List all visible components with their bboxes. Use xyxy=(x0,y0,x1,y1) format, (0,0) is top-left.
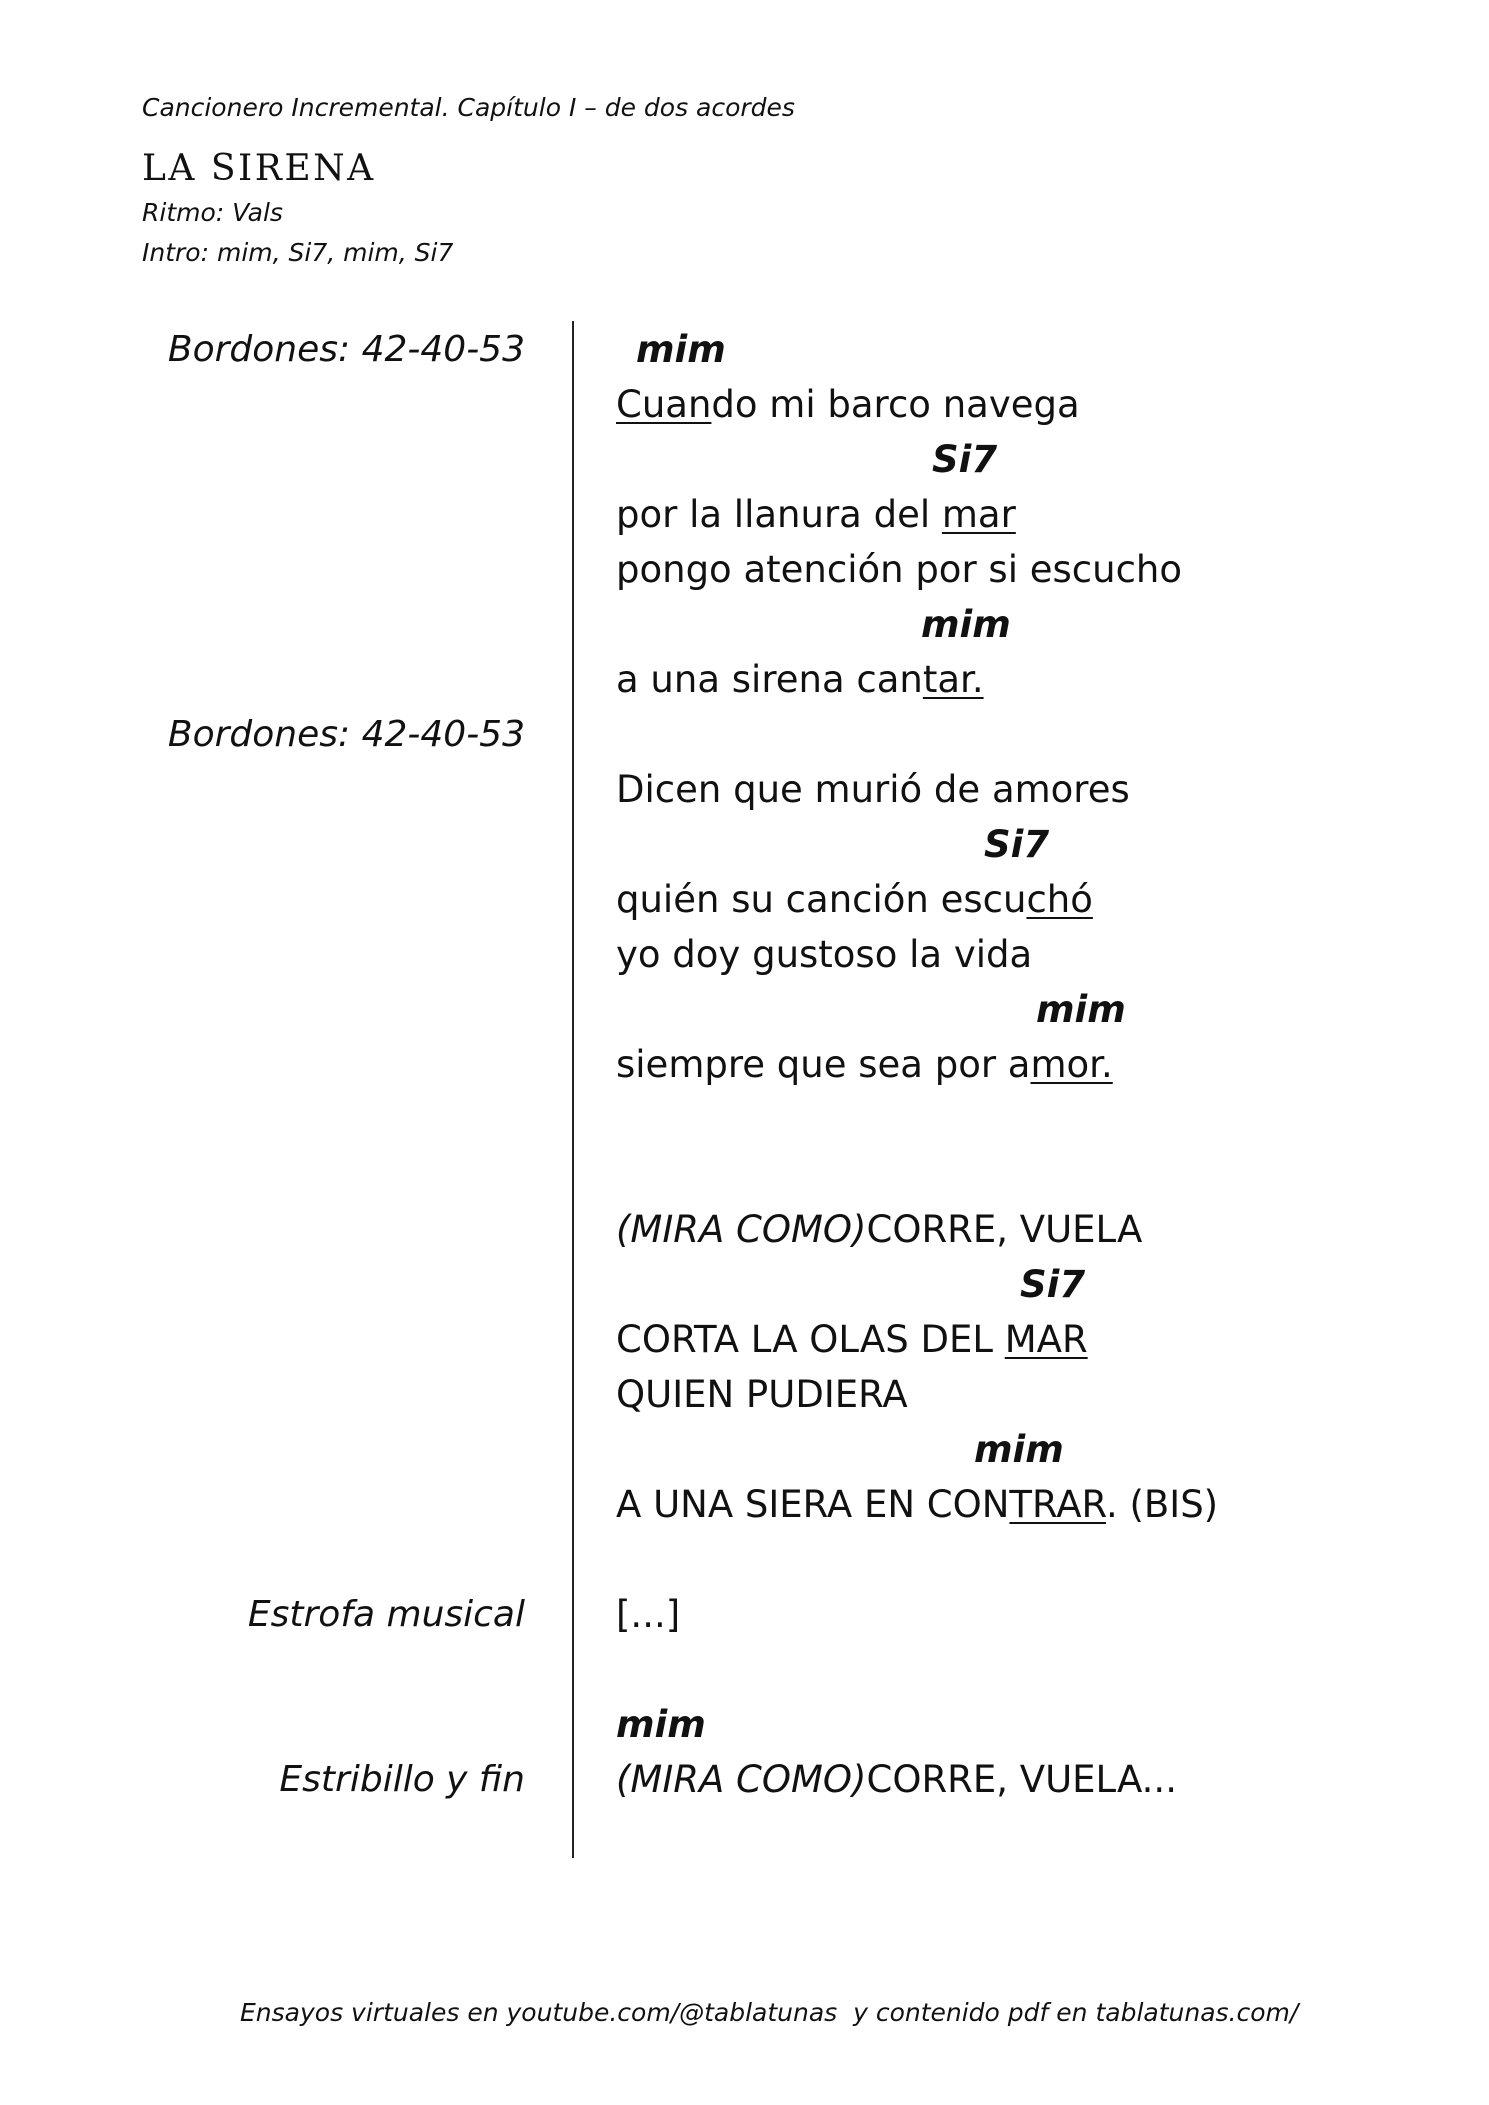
lyric-line xyxy=(616,1312,1476,1367)
interlude-placeholder: [...] xyxy=(616,1593,681,1636)
column-divider xyxy=(572,321,574,1858)
spacer xyxy=(616,1532,1476,1587)
bordones-note: Bordones: 42-40-53 xyxy=(167,714,525,755)
bordones-note: Bordones: 42-40-53 xyxy=(167,329,525,370)
chord-symbol: mim xyxy=(616,1703,706,1746)
spacer xyxy=(616,1092,1476,1147)
lyric-line xyxy=(616,1477,1476,1532)
lyrics-column xyxy=(616,322,1476,1807)
lyric-line xyxy=(616,872,1476,927)
rhythm-info: Ritmo: Vals xyxy=(142,198,283,227)
chorus-and-end-note: Estribillo y fin xyxy=(279,1759,525,1800)
lyric-line: Dicen que murió de amores xyxy=(616,768,1130,811)
chord-symbol: mim xyxy=(921,603,1011,646)
lyric-text: do mi barco navega xyxy=(711,383,1080,426)
lyric-text: CORRE, VUELA xyxy=(866,1208,1143,1251)
book-title: Cancionero Incremental. Capítulo I – de dos acordes xyxy=(142,93,795,122)
lyric-text: a una sirena can xyxy=(616,658,923,701)
lyric-line xyxy=(616,377,1476,432)
spacer xyxy=(616,1642,1476,1697)
lyric-text: . (BIS) xyxy=(1105,1483,1219,1526)
song-title: LA SIRENA xyxy=(142,148,376,189)
lyric-text: A UNA SIERA EN CON xyxy=(616,1483,1010,1526)
intro-chords: Intro: mim, Si7, mim, Si7 xyxy=(142,238,454,267)
lyric-line: QUIEN PUDIERA xyxy=(616,1373,908,1416)
spoken-cue: (MIRA COMO) xyxy=(616,1208,867,1251)
lyric-text: CORTA LA OLAS DEL xyxy=(616,1318,1005,1361)
spacer xyxy=(616,707,1476,762)
lyric-line xyxy=(616,487,1476,542)
spoken-cue: (MIRA COMO) xyxy=(616,1758,867,1801)
chorus xyxy=(616,1202,1476,1532)
chord-symbol: Si7 xyxy=(1020,1263,1086,1306)
lyric-line xyxy=(616,1037,1476,1092)
stressed-syllable: mar xyxy=(941,493,1016,536)
ending xyxy=(616,1697,1476,1807)
lyric-text: CORRE, VUELA... xyxy=(866,1758,1177,1801)
stressed-syllable: mor. xyxy=(1030,1043,1113,1086)
chord-symbol: Si7 xyxy=(984,823,1050,866)
lyric-line: pongo atención por si escucho xyxy=(616,548,1183,591)
verse-2 xyxy=(616,762,1476,1092)
chord-symbol: mim xyxy=(1036,988,1126,1031)
lyric-line xyxy=(616,652,1476,707)
lyric-text: quién su canción escu xyxy=(616,878,1027,921)
spacer xyxy=(616,1147,1476,1202)
lyric-text: por la llanura del xyxy=(616,493,942,536)
lyric-line xyxy=(616,1202,1476,1257)
verse-1 xyxy=(616,322,1476,707)
chord-symbol: mim xyxy=(636,328,726,371)
lyric-text: siempre que sea por a xyxy=(616,1043,1031,1086)
chord-symbol: mim xyxy=(974,1428,1064,1471)
stressed-syllable: MAR xyxy=(1004,1318,1088,1361)
stressed-syllable: Cuan xyxy=(616,383,712,426)
footer-note: Ensayos virtuales en youtube.com/@tablatunas y contenido pdf en tablatunas.com/ xyxy=(240,1998,1299,2027)
musical-verse-note: Estrofa musical xyxy=(247,1594,525,1635)
stressed-syllable: chó xyxy=(1026,878,1093,921)
lyric-line: yo doy gustoso la vida xyxy=(616,933,1033,976)
stressed-syllable: tar. xyxy=(922,658,984,701)
stressed-syllable: TRAR xyxy=(1009,1483,1106,1526)
lyric-line xyxy=(616,1752,1476,1807)
chord-symbol: Si7 xyxy=(932,438,998,481)
